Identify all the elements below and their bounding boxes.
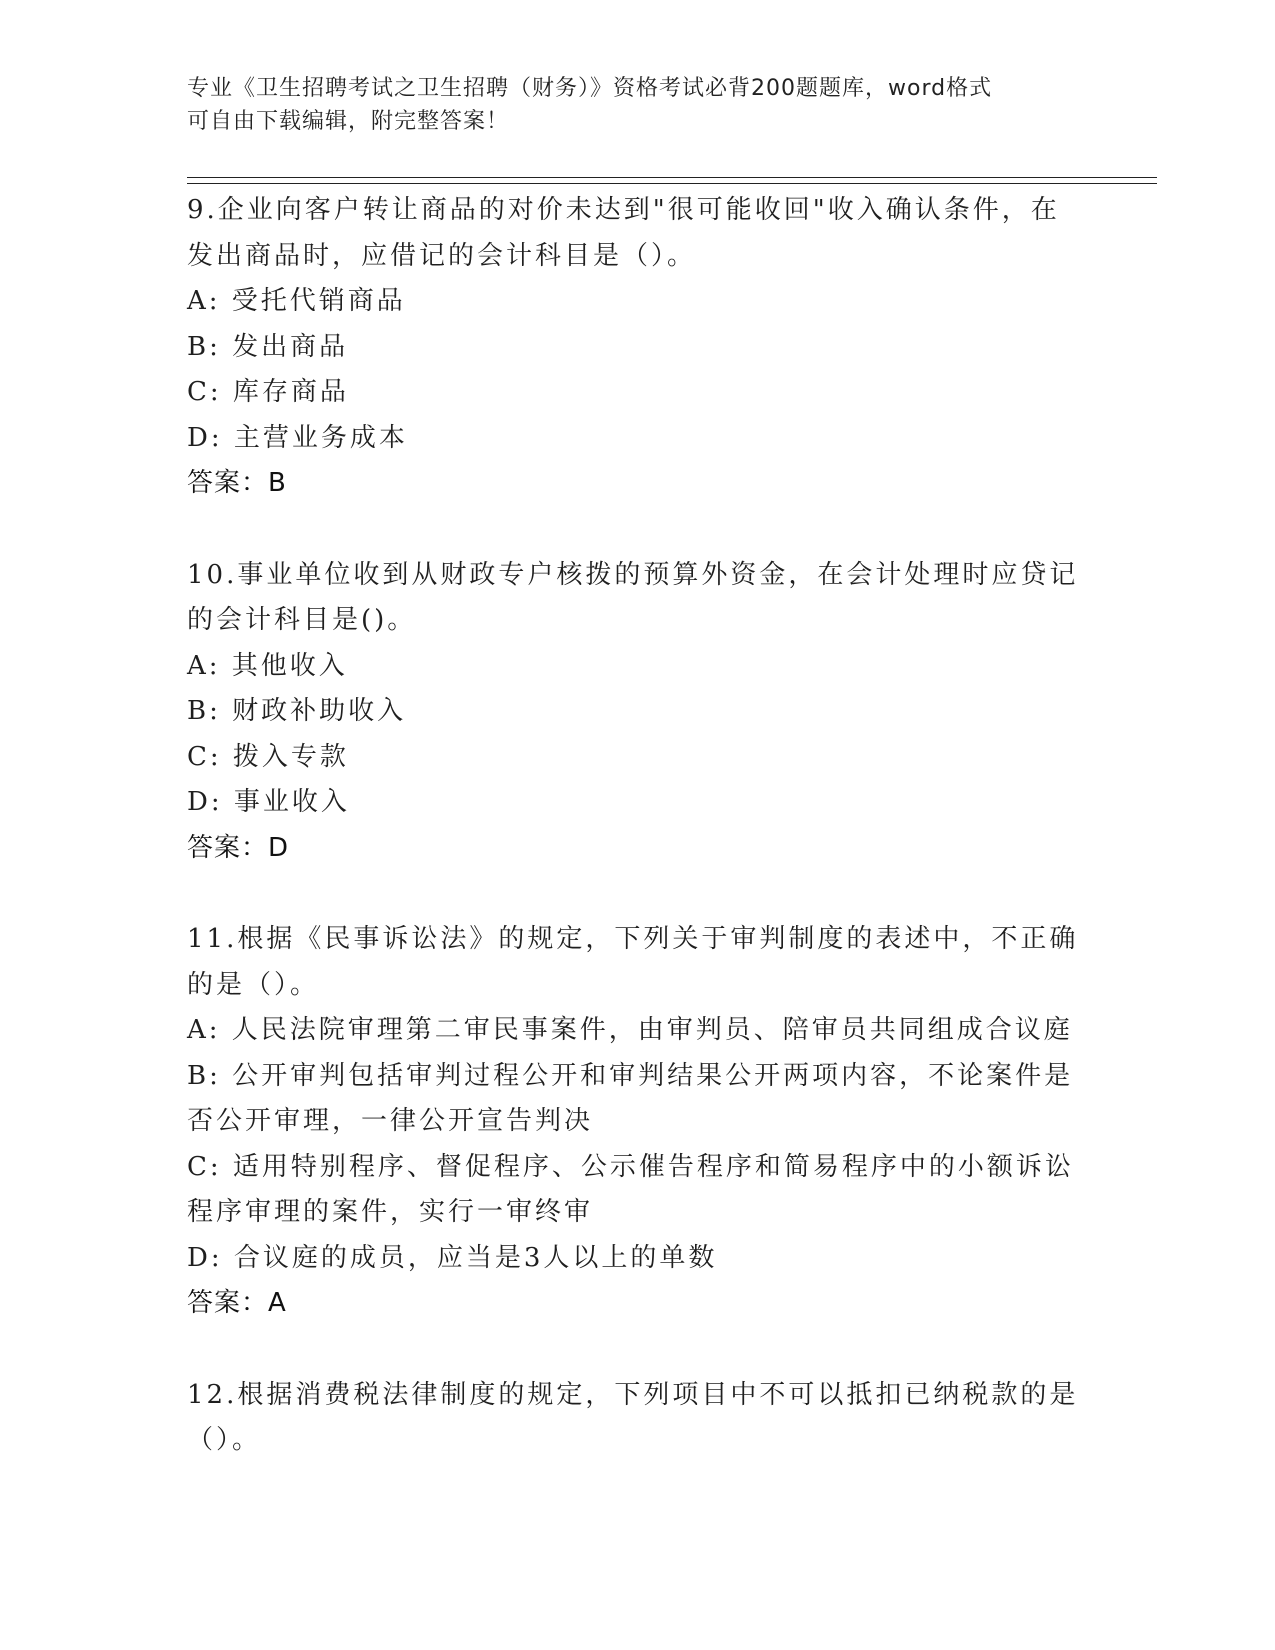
question-text-line: 11.根据《民事诉讼法》的规定，下列关于审判制度的表述中，不正确 <box>187 924 1079 954</box>
question-text-line: 12.根据消费税法律制度的规定，下列项目中不可以抵扣已纳税款的是 <box>187 1379 1079 1410</box>
question-12 <box>187 1373 1087 1464</box>
answer-label: 答案：D <box>187 832 290 863</box>
option-c: C: 拨入专款 <box>187 741 349 772</box>
option-b: B: 财政补助收入 <box>187 696 407 726</box>
option-a: A: 其他收入 <box>187 650 348 681</box>
option-b-continued: 否公开审理，一律公开宣告判决 <box>187 1106 594 1136</box>
header-line-2: 可自由下载编辑，附完整答案！ <box>187 109 510 134</box>
header-divider-bottom <box>187 183 1157 184</box>
question-text-line: （）。 <box>187 1425 262 1455</box>
question-text-line: 9.企业向客户转让商品的对价未达到"很可能收回"收入确认条件，在 <box>187 195 1060 225</box>
question-text-line: 的是（）。 <box>187 969 320 1000</box>
answer-label: 答案：A <box>187 1288 287 1318</box>
question-9 <box>187 188 1087 507</box>
option-c: C: 适用特别程序、督促程序、公示催告程序和简易程序中的小额诉讼 <box>187 1151 1074 1182</box>
document-header <box>187 72 1067 138</box>
question-text-line: 发出商品时，应借记的会计科目是（）。 <box>187 240 697 271</box>
header-divider-top <box>187 177 1157 178</box>
header-line-1: 专业《卫生招聘考试之卫生招聘（财务）》资格考试必背200题题库，word格式 <box>187 76 993 101</box>
option-d: D: 主营业务成本 <box>187 422 408 453</box>
option-b: B: 发出商品 <box>187 331 349 362</box>
question-text-line: 10.事业单位收到从财政专户核拨的预算外资金，在会计处理时应贷记 <box>187 559 1079 590</box>
question-list <box>187 188 1087 1510</box>
option-d: D: 事业收入 <box>187 787 350 817</box>
question-text-line: 的会计科目是()。 <box>187 605 417 635</box>
option-c: C: 库存商品 <box>187 377 349 407</box>
option-b: B: 公开审判包括审判过程公开和审判结果公开两项内容，不论案件是 <box>187 1060 1074 1091</box>
option-d: D: 合议庭的成员，应当是3人以上的单数 <box>187 1242 718 1273</box>
option-c-continued: 程序审理的案件，实行一审终审 <box>187 1197 594 1227</box>
answer-label: 答案：B <box>187 468 287 498</box>
question-10 <box>187 553 1087 872</box>
option-a: A: 人民法院审理第二审民事案件，由审判员、陪审员共同组成合议庭 <box>187 1015 1073 1045</box>
question-11 <box>187 917 1087 1327</box>
option-a: A: 受托代销商品 <box>187 286 406 316</box>
